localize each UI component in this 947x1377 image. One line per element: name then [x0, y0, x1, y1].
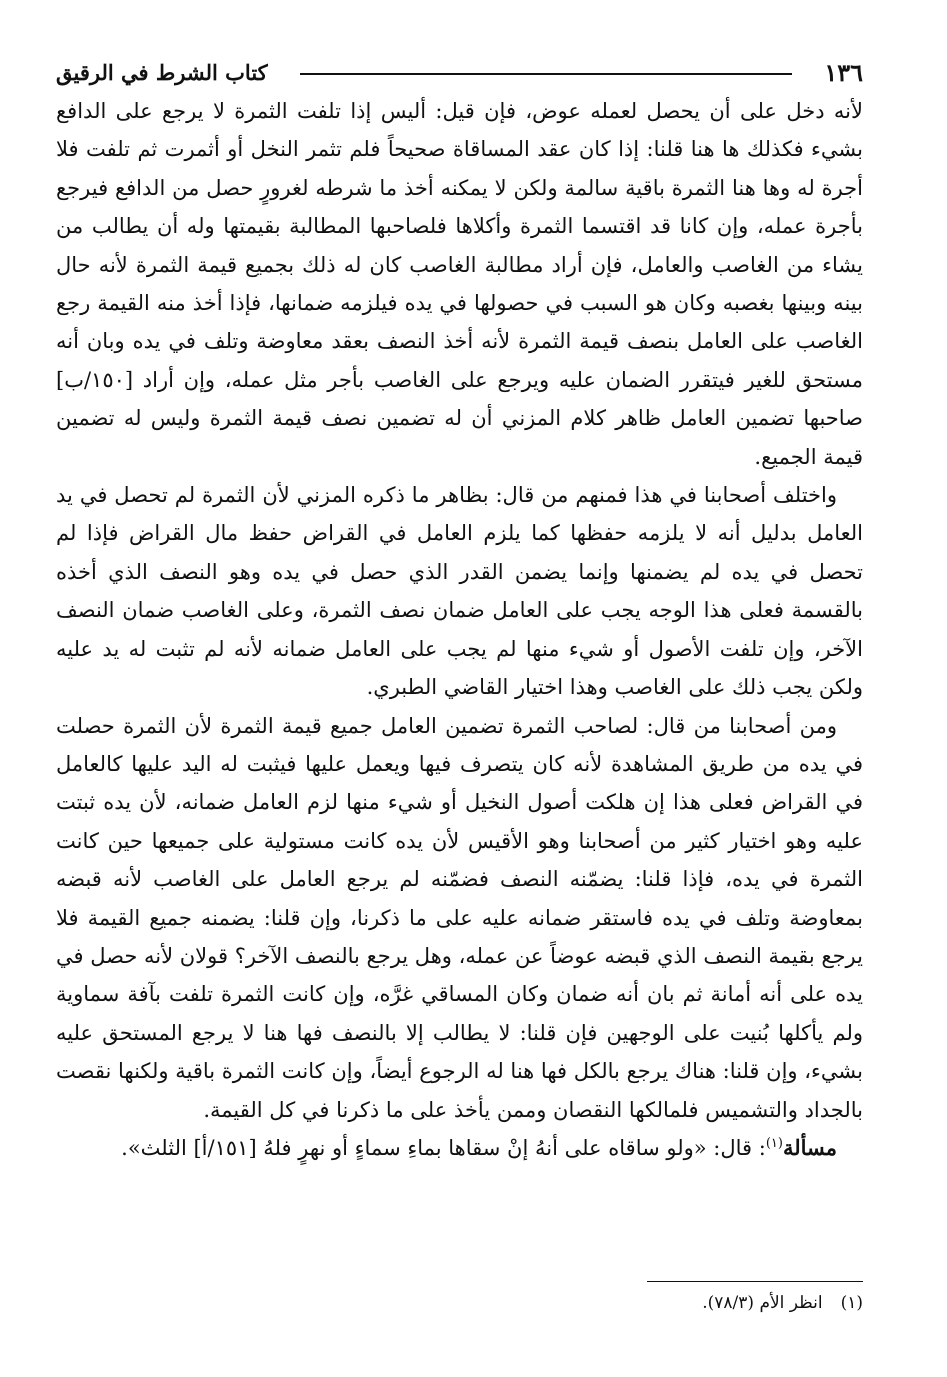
paragraph-2: واختلف أصحابنا في هذا فمنهم من قال: بظاهر ما ذكره المزني لأن الثمرة لم تحصل في يد العامل بدليل أنه لا يلزمه حفظها كما يلزم العامل في القراض حفظ مال القراض فإذا لم تحصل في يده لم يضمنها وإنما يضمن القدر الذي حصل في يده وهو النصف الذي أخذه بالقسمة فعلى هذا الوجه يجب على العامل ضمان نصف الثمرة، وعلى الغاصب ضمان النصف الآخر، وإن تلفت الأصول أو شيء منها لم يجب على العامل ضمانه لأنه لم تثبت له يد عليه ولكن يجب ذلك على الغاصب وهذا اختيار القاضي الطبري.	[56, 483, 863, 700]
paragraph-3: ومن أصحابنا من قال: لصاحب الثمرة تضمين العامل جميع قيمة الثمرة لأن الثمرة حصلت في يده من طريق المشاهدة لأنه كان يتصرف فيها ويعمل عليها فيثبت له اليد عليها كالعامل في القراض فعلى هذا إن هلكت أصول النخيل أو شيء منها لزم العامل ضمانه، لأن يده ثبتت عليه وهو اختيار كثير من أصحابنا وهو الأقيس لأن يده كانت مستولية على جميعها حين كانت الثمرة في يده، فإذا قلنا: يضمّنه النصف فضمّنه لم يرجع العامل على الغاصب لأنه قبضه بمعاوضة وتلف في يده فاستقر ضمانه عليه على ما ذكرنا، وإن قلنا: يضمنه جميع القيمة فلا يرجع بقيمة النصف الذي قبضه عوضاً عن عمله، وهل يرجع بالنصف الآخر؟ قولان لأنه حصل في يده على أنه أمانة ثم بان أنه ضمان وكان المساقي غرَّه، وإن كانت الثمرة تلفت بآفة سماوية ولم يأكلها بُنيت على الوجهين فإن قلنا: لا يطالب إلا بالنصف فها هنا لا يرجع المستحق عليه بشيء، وإن قلنا: هناك يرجع بالكل فها هنا له الرجوع أيضاً، وإن كانت الثمرة باقية ولكنها نقصت بالجداد والتشميس فلمالكها النقصان وممن يأخذ على ما ذكرنا في كل القيمة.	[56, 713, 863, 1122]
paragraph-1: لأنه دخل على أن يحصل لعمله عوض، فإن قيل: أليس إذا تلفت الثمرة لا يرجع على الدافع بشيء فكذلك ها هنا قلنا: إذا كان عقد المساقاة صحيحاً فلم تثمر النخل أو أثمرت ثم تلفت فلا أجرة له وها هنا الثمرة باقية سالمة ولكن لا يمكنه أخذ ما شرطه لغرورٍ حصل من الدافع فيرجع بأجرة عمله، وإن كانا قد اقتسما الثمرة وأكلاها فلصاحبها المطالبة بقيمتها وله أن يطالب من يشاء من الغاصب والعامل، فإن أراد مطالبة الغاصب كان له ذلك بجميع قيمة الثمرة لأنه حال بينه وبينها بغصبه وكان هو السبب في حصولها في يده فيلزمه ضمانها، فإذا أخذ منه القيمة رجع الغاصب على العامل بنصف قيمة الثمرة لأنه أخذ النصف بعقد معاوضة وتلف في يده وبان أنه مستحق للغير فيتقرر الضمان عليه ويرجع على الغاصب بأجر مثل عمله، وإن أراد [١٥٠/ب] صاحبها تضمين العامل ظاهر كلام المزني أن له تضمين نصف قيمة الثمرة وليس له تضمين قيمة الجميع.	[56, 99, 863, 469]
footnote	[702, 1290, 863, 1316]
running-title: كتاب الشرط في الرقيق	[56, 59, 268, 85]
main-text	[56, 92, 863, 1167]
footnote-separator	[647, 1281, 863, 1282]
footnote-reference[interactable]: (١)	[765, 1135, 783, 1151]
masala-heading: مسألة	[782, 1134, 837, 1160]
page-header	[56, 52, 863, 92]
paragraph-4	[56, 1129, 863, 1167]
paragraph-4-text: : قال: «ولو ساقاه على أنهُ إنْ سقاها بماءِ سماءٍ أو نهرٍ فلهُ [١٥١/أ] الثلث».	[121, 1135, 766, 1160]
footnote-text: انظر الأم (٧٨/٣).	[702, 1293, 823, 1313]
header-rule	[300, 73, 793, 75]
page-number: ١٣٦	[824, 57, 863, 87]
footnote-number: (١)	[840, 1293, 863, 1313]
